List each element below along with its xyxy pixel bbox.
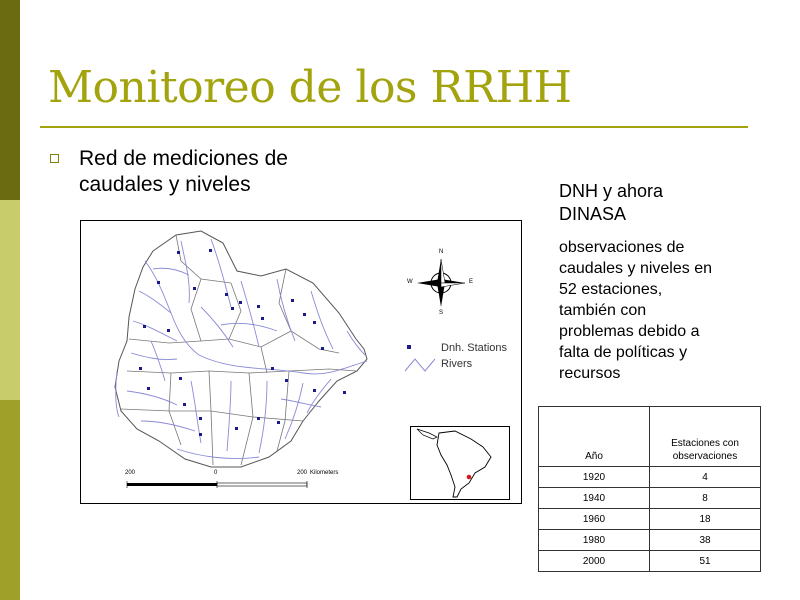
slide-title: Monitoreo de los RRHH [48,62,572,113]
side-heading [559,180,759,226]
legend-river-symbol [405,359,435,371]
table-row [539,509,761,530]
station-marker [209,249,212,252]
station-marker [261,317,264,320]
bullet-text [79,146,379,198]
side-description-line: observaciones de [559,239,685,256]
station-marker [313,321,316,324]
scale-label-left: 200 [125,470,136,476]
station-marker [257,417,260,420]
header-stations-line-2: observaciones [672,451,738,462]
scale-label-unit: Kilometers [310,470,339,476]
inset-graphic [411,427,509,499]
decorative-sidebar [0,0,20,600]
side-heading-line-2: DINASA [559,204,627,224]
compass-west-label: W [407,279,413,285]
legend-stations-label: Dnh. Stations [441,342,508,354]
side-description-line: 52 estaciones, [559,281,663,298]
cell-count: 38 [650,530,761,551]
compass-south-label: S [439,310,444,316]
bullet-line-1: Red de mediciones de [79,147,288,170]
side-description-line: recursos [559,365,621,382]
station-marker [147,387,150,390]
header-year: Año [539,407,650,467]
south-america-inset-map [410,426,510,500]
station-marker [167,329,170,332]
station-marker [225,293,228,296]
cell-count: 8 [650,488,761,509]
stations-by-year-table [538,406,761,572]
table-header-row [539,407,761,467]
legend-station-symbol [407,345,411,349]
cell-year: 2000 [539,551,650,572]
table-row [539,530,761,551]
station-marker [285,379,288,382]
side-description-line: problemas debido a [559,323,700,340]
station-marker [177,251,180,254]
station-marker [313,389,316,392]
header-stations-line-1: Estaciones con [671,438,739,449]
central-america-silhouette [417,429,437,439]
station-marker [183,403,186,406]
sidebar-band-dark [0,0,20,200]
country-outline [115,231,367,467]
station-marker [271,367,274,370]
station-marker [343,391,346,394]
bullet-square-icon [50,154,59,163]
compass-rose-icon [417,259,465,307]
station-marker [239,301,242,304]
station-marker [179,377,182,380]
compass-east-label: E [469,279,474,285]
side-description [559,237,769,384]
cell-count: 4 [650,467,761,488]
cell-year: 1960 [539,509,650,530]
south-america-silhouette [437,431,491,497]
header-stations [650,407,761,467]
title-divider [40,126,748,128]
station-marker [231,307,234,310]
compass-north-label: N [439,249,444,255]
station-marker [157,281,160,284]
cell-year: 1920 [539,467,650,488]
side-description-line: falta de políticas y [559,344,688,361]
sidebar-band-mid [0,400,20,600]
table-row [539,467,761,488]
cell-year: 1940 [539,488,650,509]
cell-count: 18 [650,509,761,530]
station-marker [303,313,306,316]
cell-count: 51 [650,551,761,572]
scale-bar [127,481,307,488]
station-marker [143,325,146,328]
station-marker [235,427,238,430]
station-marker [193,287,196,290]
table-row [539,551,761,572]
station-marker [321,347,324,350]
legend-rivers-label: Rivers [441,358,473,370]
cell-year: 1980 [539,530,650,551]
sidebar-band-light [0,200,20,400]
station-marker [291,299,294,302]
station-marker [257,305,260,308]
side-description-line: también con [559,302,647,319]
station-marker [277,421,280,424]
side-description-line: caudales y niveles en [559,260,712,277]
station-marker [139,367,142,370]
station-marker [199,417,202,420]
uruguay-location-marker [467,475,472,480]
bullet-line-2: caudales y niveles [79,173,251,196]
side-heading-line-1: DNH y ahora [559,181,664,201]
scale-label-right: 200 [297,470,308,476]
station-marker [199,433,202,436]
table-row [539,488,761,509]
scale-label-mid: 0 [214,470,218,476]
